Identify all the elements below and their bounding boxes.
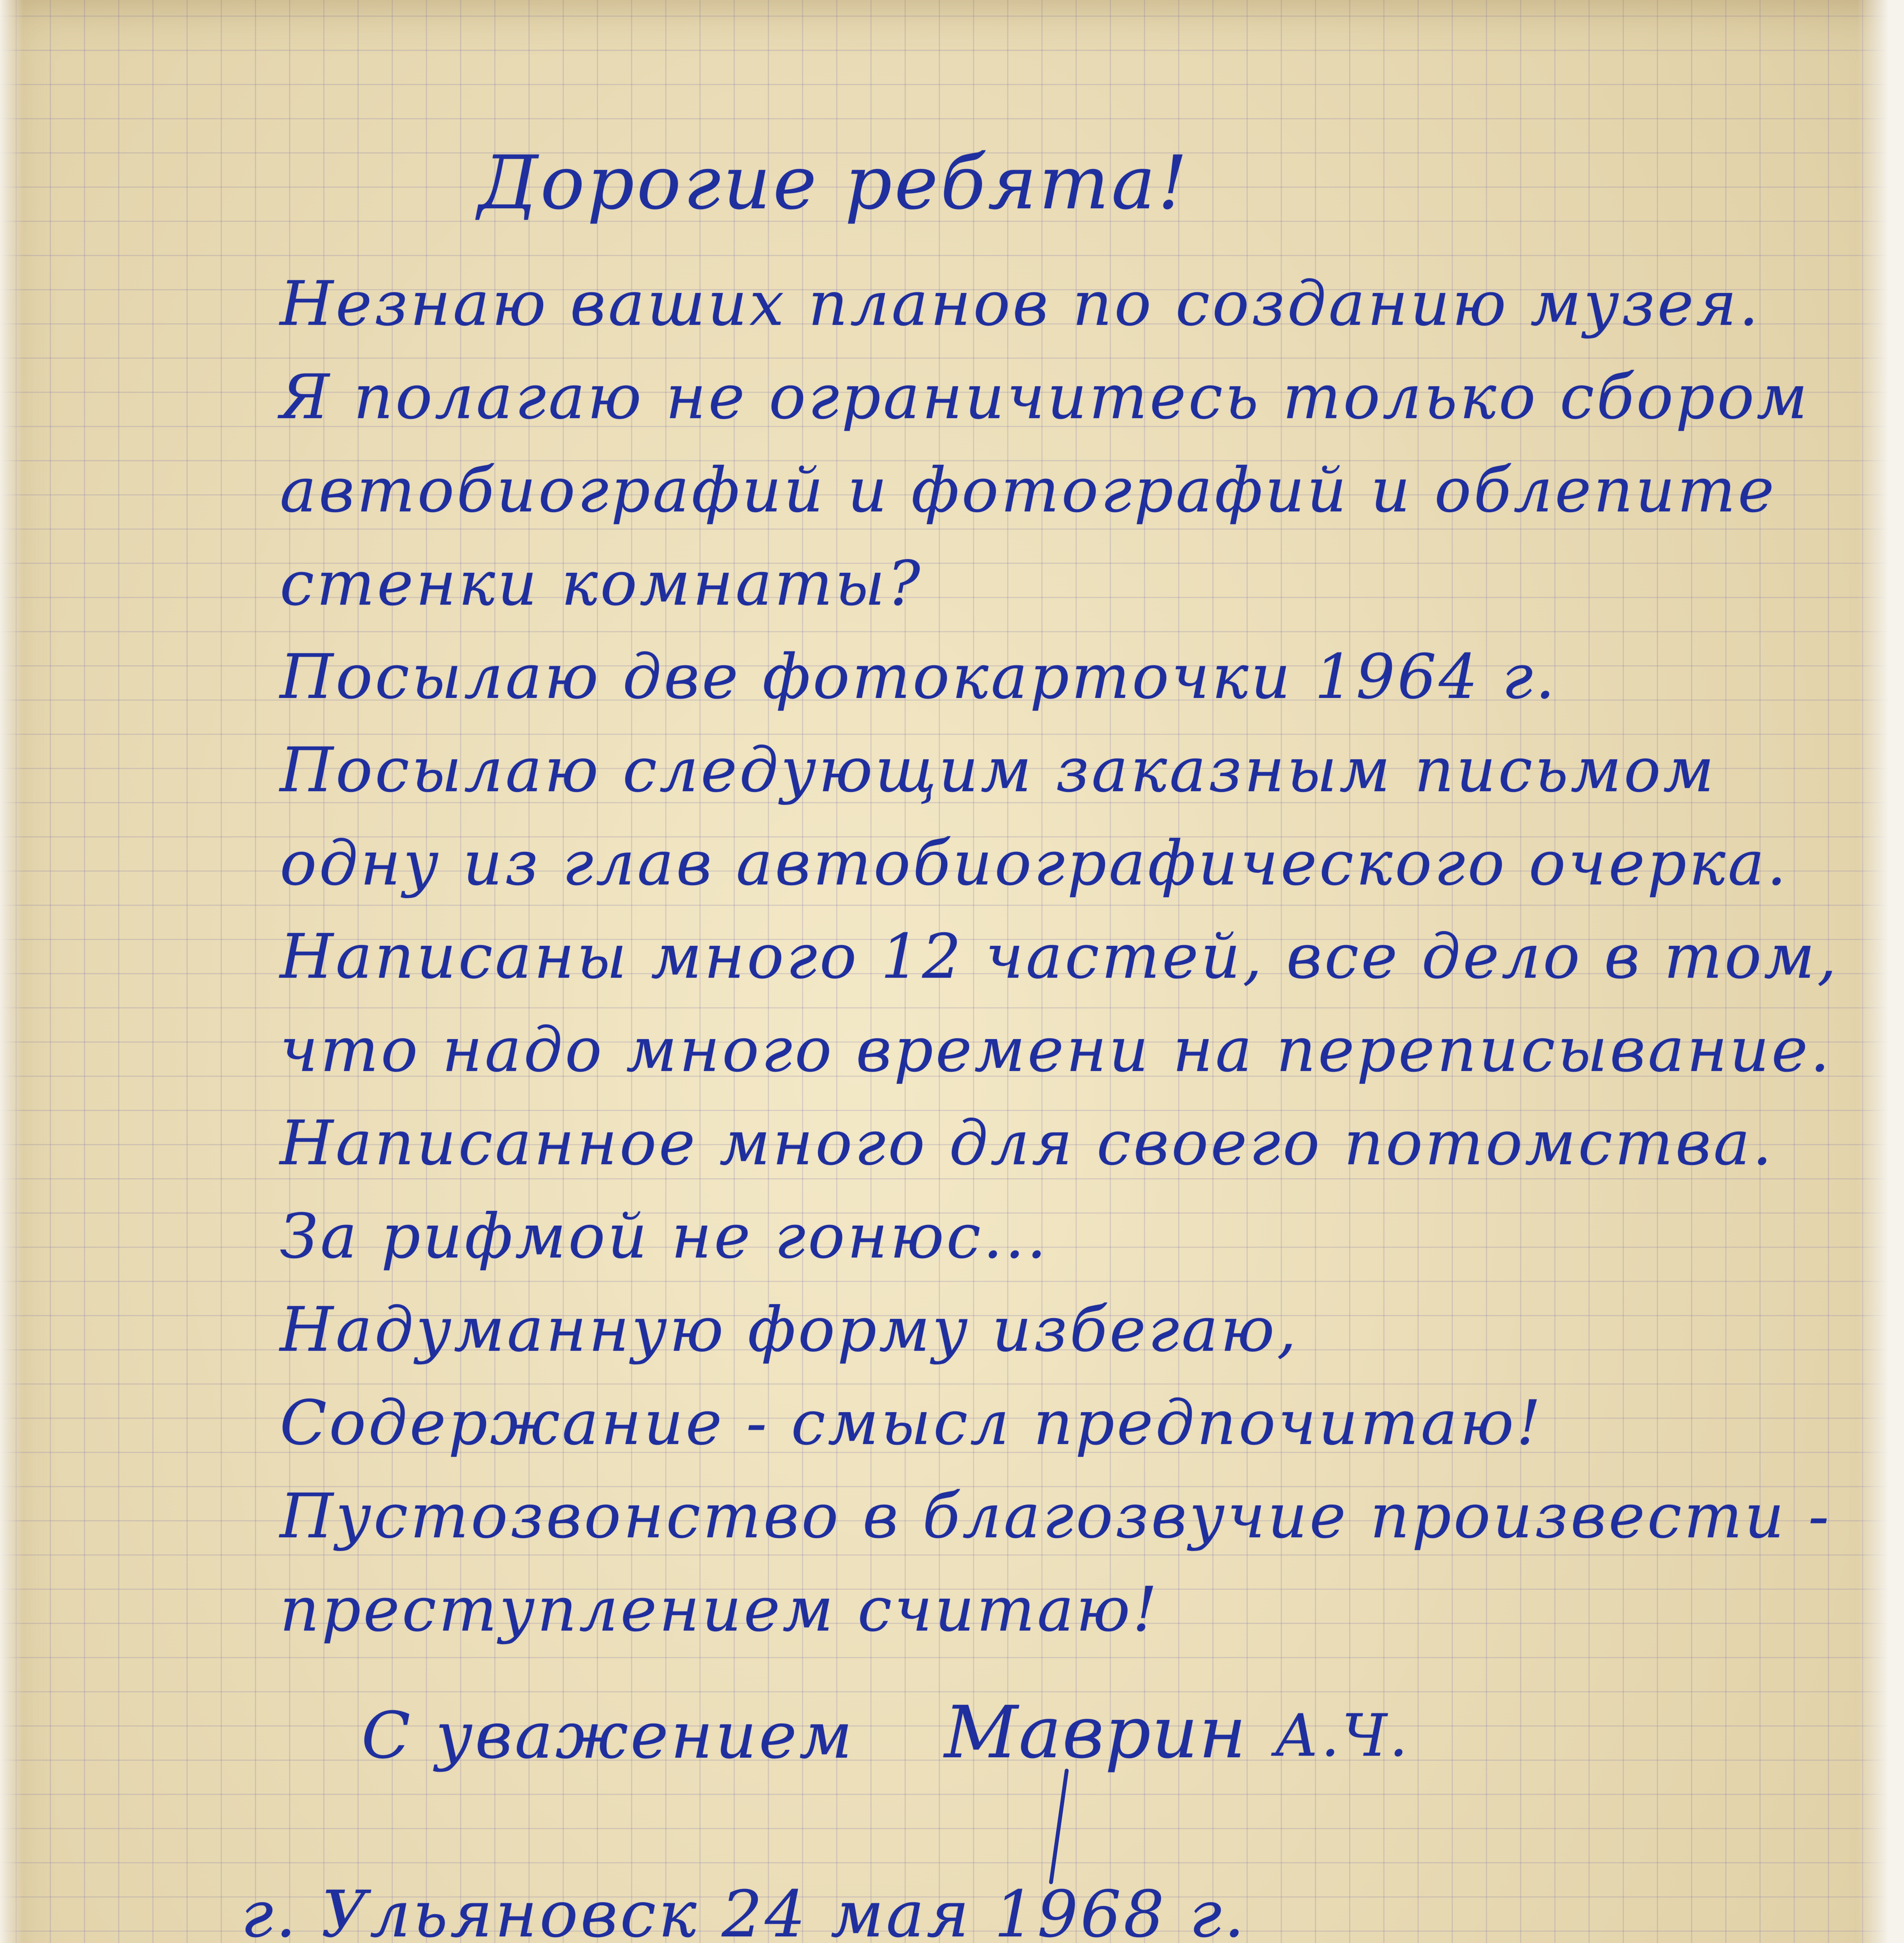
letter-line: автобиографий и фотографий и облепите bbox=[280, 455, 1777, 526]
paper-edge-left bbox=[0, 0, 23, 1943]
letter-line: одну из глав автобиографического очерка. bbox=[280, 828, 1789, 899]
signature: Маврин bbox=[944, 1690, 1247, 1774]
letter-closing: С уважением bbox=[361, 1698, 855, 1773]
letter-line: Посылаю следующим заказным письмом bbox=[280, 734, 1717, 806]
letter-greeting: Дорогие ребята! bbox=[478, 140, 1190, 226]
letter-line: Написаны много 12 частей, все дело в том, bbox=[280, 921, 1839, 992]
letter-line: стенки комнаты? bbox=[280, 548, 923, 619]
letter-line: Посылаю две фотокарточки 1964 г. bbox=[280, 641, 1557, 713]
letter-line: Надуманную форму избегаю, bbox=[280, 1294, 1299, 1366]
letter-line: преступлением считаю! bbox=[280, 1574, 1159, 1645]
letter-line: что надо много времени на переписывание. bbox=[280, 1014, 1832, 1086]
letter-line: Незнаю ваших планов по созданию музея. bbox=[280, 268, 1761, 340]
place-date: г. Ульяновск 24 мая 1968 г. bbox=[241, 1877, 1247, 1943]
letter-line: Пустозвонство в благозвучие произвести - bbox=[280, 1481, 1831, 1552]
letter-line: Я полагаю не ограничитесь только сбором bbox=[280, 361, 1810, 433]
letter-line: Содержание - смысл предпочитаю! bbox=[280, 1387, 1543, 1459]
letter-line: За рифмой не гонюс... bbox=[280, 1201, 1049, 1272]
paper-edge-right bbox=[1857, 0, 1904, 1943]
letter-closing-block bbox=[361, 1690, 1760, 1815]
signature-initials: А.Ч. bbox=[1275, 1702, 1410, 1770]
signature-flourish bbox=[1049, 1769, 1069, 1884]
letter-line: Написанное много для своего потомства. bbox=[280, 1108, 1774, 1179]
